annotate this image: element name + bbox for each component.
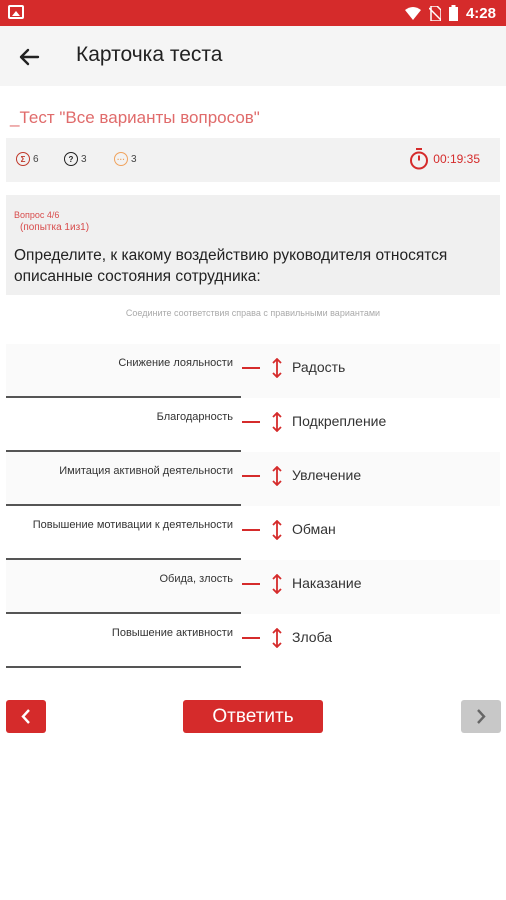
match-connector: [242, 637, 260, 639]
match-connector: [242, 583, 260, 585]
match-left-slot: [6, 614, 241, 668]
next-question-button[interactable]: [461, 700, 501, 733]
previous-question-button[interactable]: [6, 700, 46, 733]
question-number: Вопрос 4/6: [14, 210, 60, 220]
sort-arrows-icon[interactable]: [272, 466, 282, 486]
chevron-right-icon: [461, 700, 501, 733]
match-right-option[interactable]: Увлечение: [292, 467, 362, 483]
match-left-label: Повышение мотивации к деятельности: [32, 519, 233, 531]
match-left-label: Благодарность: [156, 411, 233, 423]
match-left-label: Снижение лояльности: [118, 357, 233, 369]
match-row: [0, 344, 506, 398]
match-right-option[interactable]: Наказание: [292, 575, 362, 591]
match-right-option[interactable]: Радость: [292, 359, 346, 375]
dots-icon: ···: [114, 152, 128, 166]
sort-arrows-icon[interactable]: [272, 520, 282, 540]
match-left-slot: [6, 506, 241, 560]
match-connector: [242, 529, 260, 531]
stat-skipped-value: 3: [131, 153, 137, 165]
match-left-slot: [6, 560, 241, 614]
match-left-label: Повышение активности: [111, 627, 233, 639]
stat-total: [16, 152, 39, 166]
sigma-icon: Σ: [16, 152, 30, 166]
match-left-slot: [6, 344, 241, 398]
match-connector: [242, 475, 260, 477]
clock-text: 4:28: [465, 4, 496, 22]
question-attempt: (попытка 1из1): [20, 222, 90, 233]
match-right-option[interactable]: Обман: [292, 521, 336, 537]
back-arrow-icon[interactable]: [14, 42, 44, 72]
image-icon: [8, 5, 24, 19]
match-right-option[interactable]: Злоба: [292, 629, 333, 645]
match-row: [0, 452, 506, 506]
app-bar: [0, 26, 506, 86]
sort-arrows-icon[interactable]: [272, 412, 282, 432]
question-card: [6, 195, 500, 295]
wifi-icon: [405, 7, 421, 20]
question-icon: ?: [64, 152, 78, 166]
match-connector: [242, 367, 260, 369]
test-stats-bar: [6, 138, 500, 182]
sort-arrows-icon[interactable]: [272, 358, 282, 378]
battery-icon: [449, 5, 458, 21]
match-left-label: Имитация активной деятельности: [59, 465, 233, 477]
match-row: [0, 560, 506, 614]
question-text: Определите, к какому воздействию руководителя относятся описанные состояния сотрудника:: [14, 247, 448, 285]
chevron-left-icon: [6, 700, 46, 733]
stat-help: [64, 152, 87, 166]
match-left-slot: [6, 398, 241, 452]
status-bar: [0, 0, 506, 26]
match-left-label: Обида, злость: [159, 573, 233, 585]
timer: [409, 148, 480, 170]
match-connector: [242, 421, 260, 423]
no-sim-icon: [429, 6, 441, 21]
sort-arrows-icon[interactable]: [272, 574, 282, 594]
stat-total-value: 6: [33, 153, 39, 165]
timer-value: 00:19:35: [433, 152, 480, 166]
answer-button[interactable]: Ответить: [183, 700, 323, 733]
sort-arrows-icon[interactable]: [272, 628, 282, 648]
match-row: [0, 506, 506, 560]
match-row: [0, 398, 506, 452]
stat-skipped: [114, 152, 137, 166]
match-row: [0, 614, 506, 668]
match-right-option[interactable]: Подкрепление: [292, 413, 387, 429]
page-title: Карточка теста: [76, 43, 223, 66]
match-left-slot: [6, 452, 241, 506]
matching-hint: Соедините соответствия справа с правильными вариантами: [125, 308, 381, 318]
test-title: _Тест "Все варианты вопросов": [10, 108, 260, 127]
stat-help-value: 3: [81, 153, 87, 165]
stopwatch-icon: [409, 148, 429, 170]
